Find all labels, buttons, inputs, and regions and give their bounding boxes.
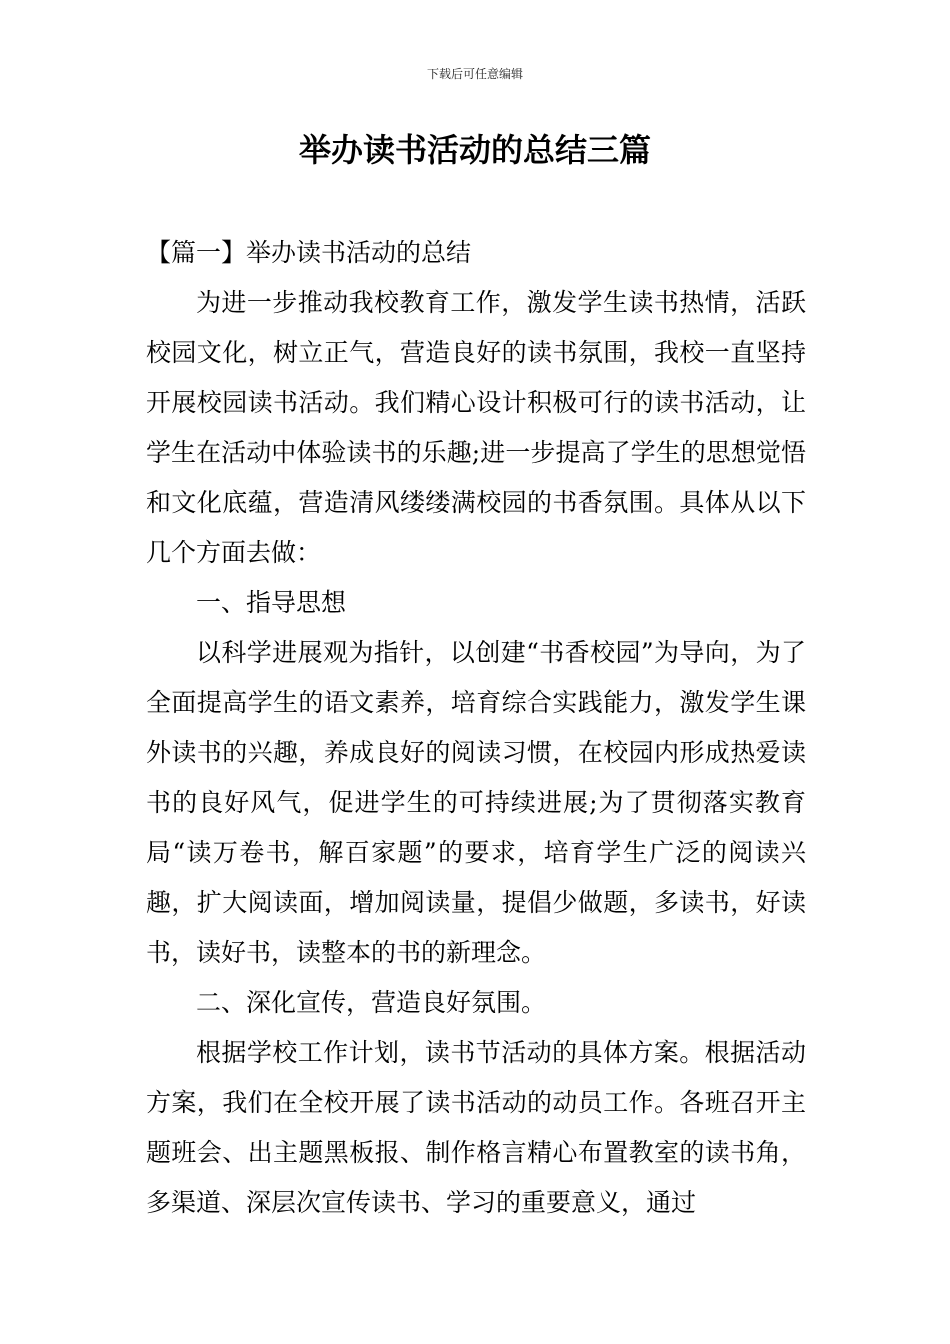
- paragraph-intro: 为进一步推动我校教育工作，激发学生读书热情，活跃校园文化，树立正气，营造良好的读书氛围，我校一直坚持开展校园读书活动。我们精心设计积极可行的读书活动，让学生在活动中体验读书的乐趣;进一步提高了学生的思想觉悟和文化底蕴，营造清风缕缕满校园的书香氛围。具体从以下几个方面去做：: [146, 288, 806, 567]
- page-header-note: 下载后可任意编辑: [426, 67, 523, 81]
- section-heading: 【篇一】举办读书活动的总结: [146, 238, 472, 267]
- document-body: [146, 228, 806, 1228]
- document-title: 举办读书活动的总结三篇: [298, 131, 651, 169]
- subheading-publicity: 二、深化宣传，营造良好氛围。: [196, 988, 547, 1017]
- paragraph-publicity: 根据学校工作计划，读书节活动的具体方案。根据活动方案，我们在全校开展了读书活动的动员工作。各班召开主题班会、出主题黑板报、制作格言精心布置教室的读书角，多渠道、深层次宣传读书、学习的重要意义，通过: [146, 1038, 806, 1217]
- subheading-guiding-ideology: 一、指导思想: [196, 588, 347, 617]
- paragraph-guiding-ideology: 以科学进展观为指针，以创建“书香校园”为导向，为了全面提高学生的语文素养，培育综合实践能力，激发学生课外读书的兴趣，养成良好的阅读习惯，在校园内形成热爱读书的良好风气，促进学生的可持续进展;为了贯彻落实教育局“读万卷书，解百家题”的要求，培育学生广泛的阅读兴趣，扩大阅读面，增加阅读量，提倡少做题，多读书，好读书，读好书，读整本的书的新理念。: [146, 638, 806, 967]
